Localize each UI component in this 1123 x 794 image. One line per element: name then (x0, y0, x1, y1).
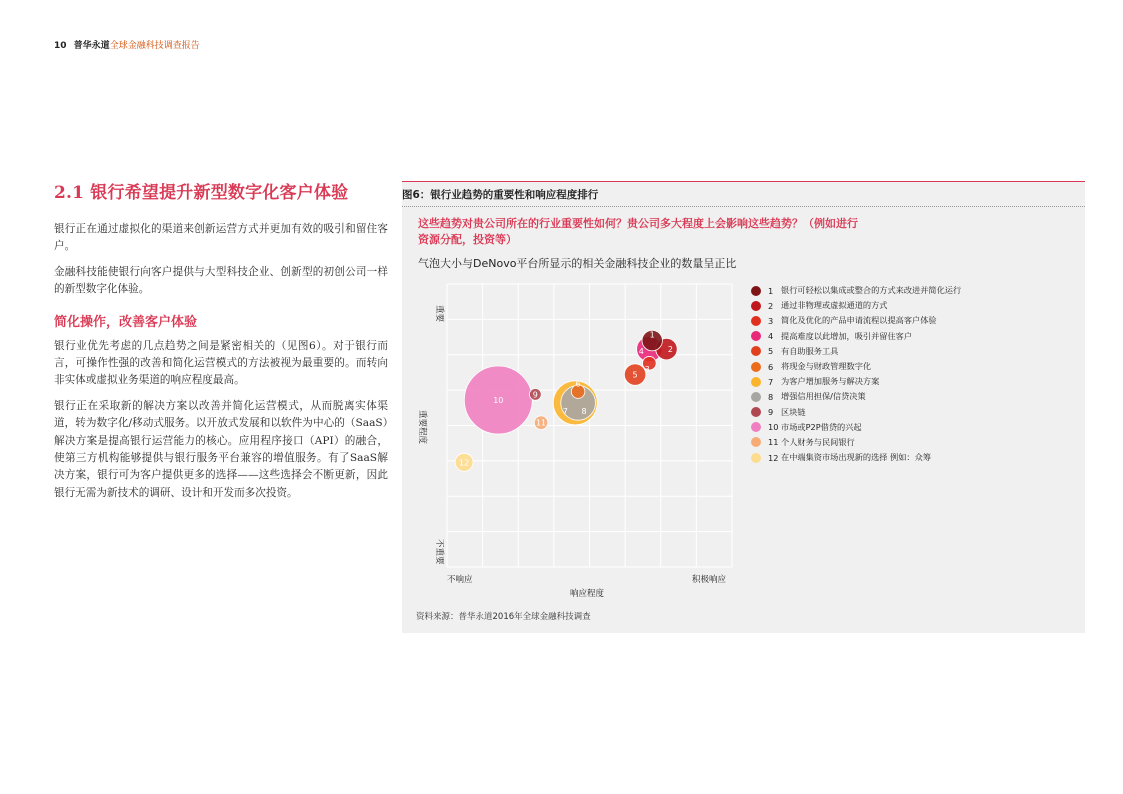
legend-item-12 (751, 450, 1081, 465)
bubble-label-3: 3 (644, 365, 650, 375)
bubble-label-2: 2 (667, 345, 673, 355)
legend-number: 10 (768, 422, 779, 433)
legend-label: 简化及优化的产品申请流程以提高客户体验 (781, 315, 937, 326)
legend-label: 个人财务与民间银行 (781, 436, 855, 447)
legend-label: 提高难度以此增加，吸引并留住客户 (781, 330, 913, 341)
bubble-label-8: 8 (581, 406, 587, 416)
legend-swatch (751, 377, 761, 387)
chart-axes (417, 305, 727, 599)
legend-label: 通过非物理或虚拟通道的方式 (781, 300, 888, 311)
legend-label: 市场或P2P借贷的兴起 (781, 421, 862, 432)
legend-swatch (751, 453, 761, 463)
legend-swatch (751, 301, 761, 311)
figure-panel (402, 181, 1085, 633)
legend-item-7 (751, 374, 1081, 389)
legend-number: 7 (768, 376, 774, 387)
subsection-title: 简化操作，改善客户体验 (54, 314, 198, 330)
figure-question: 这些趋势对贵公司所在的行业重要性如何？贵公司多大程度上会影响这些趋势？（例如进行资源分配，投资等） (418, 217, 858, 246)
legend-item-3 (751, 313, 1081, 328)
paragraph: 银行业优先考虑的几点趋势之间是紧密相关的（见图6）。对于银行而言，可操作性强的改善和简化运营模式的方法被视为最重要的。而转向非实体或虚拟业务渠道的响应程度最高。 (54, 339, 388, 387)
legend-item-11 (751, 435, 1081, 450)
legend-item-9 (751, 405, 1081, 420)
chart-legend (751, 283, 1081, 465)
legend-item-5 (751, 344, 1081, 359)
legend-item-4 (751, 329, 1081, 344)
y-axis-label: 重要程度 (417, 410, 427, 445)
bubble-label-10: 10 (493, 396, 504, 406)
legend-label: 在中端集资市场出现新的选择 例如：众筹 (781, 452, 931, 463)
legend-item-10 (751, 420, 1081, 435)
legend-number: 5 (768, 346, 774, 357)
legend-swatch (751, 437, 761, 447)
legend-label: 银行可轻松以集成或整合的方式来改进并简化运行 (781, 285, 962, 296)
section-title: 2.1 银行希望提升新型数字化客户体验 (54, 183, 349, 203)
figure-title: 图6：银行业趋势的重要性和响应程度排行 (402, 189, 599, 201)
bubble-label-11: 11 (535, 418, 547, 428)
legend-number: 6 (768, 361, 774, 372)
x-tick-right: 积极响应 (692, 575, 727, 585)
figure-source: 资料来源：普华永道2016年全球金融科技调查 (416, 612, 591, 622)
bubble-label-1: 1 (649, 330, 655, 340)
legend-label: 增强信用担保/信贷决策 (781, 391, 866, 402)
bubble-label-5: 5 (632, 370, 638, 380)
legend-item-1 (751, 283, 1081, 298)
legend-number: 1 (768, 285, 774, 296)
bubble-label-4: 4 (638, 347, 644, 357)
bubble-label-12: 12 (459, 458, 470, 468)
legend-label: 有自助服务工具 (781, 345, 839, 356)
bubble-label-9: 9 (532, 390, 538, 400)
legend-number: 2 (768, 300, 774, 311)
brand-name: 普华永道 (73, 41, 110, 51)
legend-swatch (751, 407, 761, 417)
y-tick-bottom: 不重要 (434, 539, 444, 565)
legend-label: 区块链 (781, 406, 806, 417)
legend-swatch (751, 392, 761, 402)
x-tick-left: 不响应 (447, 575, 473, 585)
legend-swatch (751, 331, 761, 341)
legend-number: 9 (768, 407, 774, 418)
legend-number: 11 (768, 437, 779, 448)
legend-swatch (751, 286, 761, 296)
legend-label: 将现金与财政管理数字化 (781, 361, 872, 372)
report-title: 全球金融科技调查报告 (109, 41, 200, 51)
legend-swatch (751, 422, 761, 432)
figure-subtitle: 气泡大小与DeNovo平台所显示的相关金融科技企业的数量呈正比 (418, 257, 737, 270)
bubble-label-6: 6 (575, 379, 581, 389)
page-header (54, 38, 200, 51)
y-tick-top: 重要 (434, 305, 444, 323)
paragraph: 银行正在通过虚拟化的渠道来创新运营方式并更加有效的吸引和留住客户。 (54, 223, 388, 253)
legend-number: 4 (768, 331, 774, 342)
legend-number: 8 (768, 391, 774, 402)
page-number: 10 (54, 41, 67, 51)
article-body (54, 178, 388, 510)
legend-swatch (751, 346, 761, 356)
legend-swatch (751, 316, 761, 326)
legend-swatch (751, 362, 761, 372)
legend-number: 3 (768, 315, 774, 326)
legend-item-6 (751, 359, 1081, 374)
bubble-label-7: 7 (562, 406, 568, 416)
paragraph: 银行正在采取新的解决方案以改善并简化运营模式，从而脱离实体渠道，转为数字化/移动式服务。以开放式发展和以软件为中心的（SaaS）解决方案是提高银行运营能力的核心。应用程序接口（API）的融合，使第三方机构能够提供与银行服务平台兼容的增值服务。有了SaaS解决方案，银行可为客户提供更多的选择——这些选择会不断更新，因此银行无需为新技术的调研、设计和开发而多次投资。 (54, 399, 388, 499)
bubble-layer (455, 330, 677, 471)
legend-label: 为客户增加服务与解决方案 (781, 376, 880, 387)
legend-item-8 (751, 389, 1081, 404)
paragraph: 金融科技能使银行向客户提供与大型科技企业、创新型的初创公司一样的新型数字化体验。 (54, 265, 388, 296)
legend-number: 12 (768, 452, 779, 463)
legend-item-2 (751, 298, 1081, 313)
x-axis-label: 响应程度 (570, 589, 605, 599)
